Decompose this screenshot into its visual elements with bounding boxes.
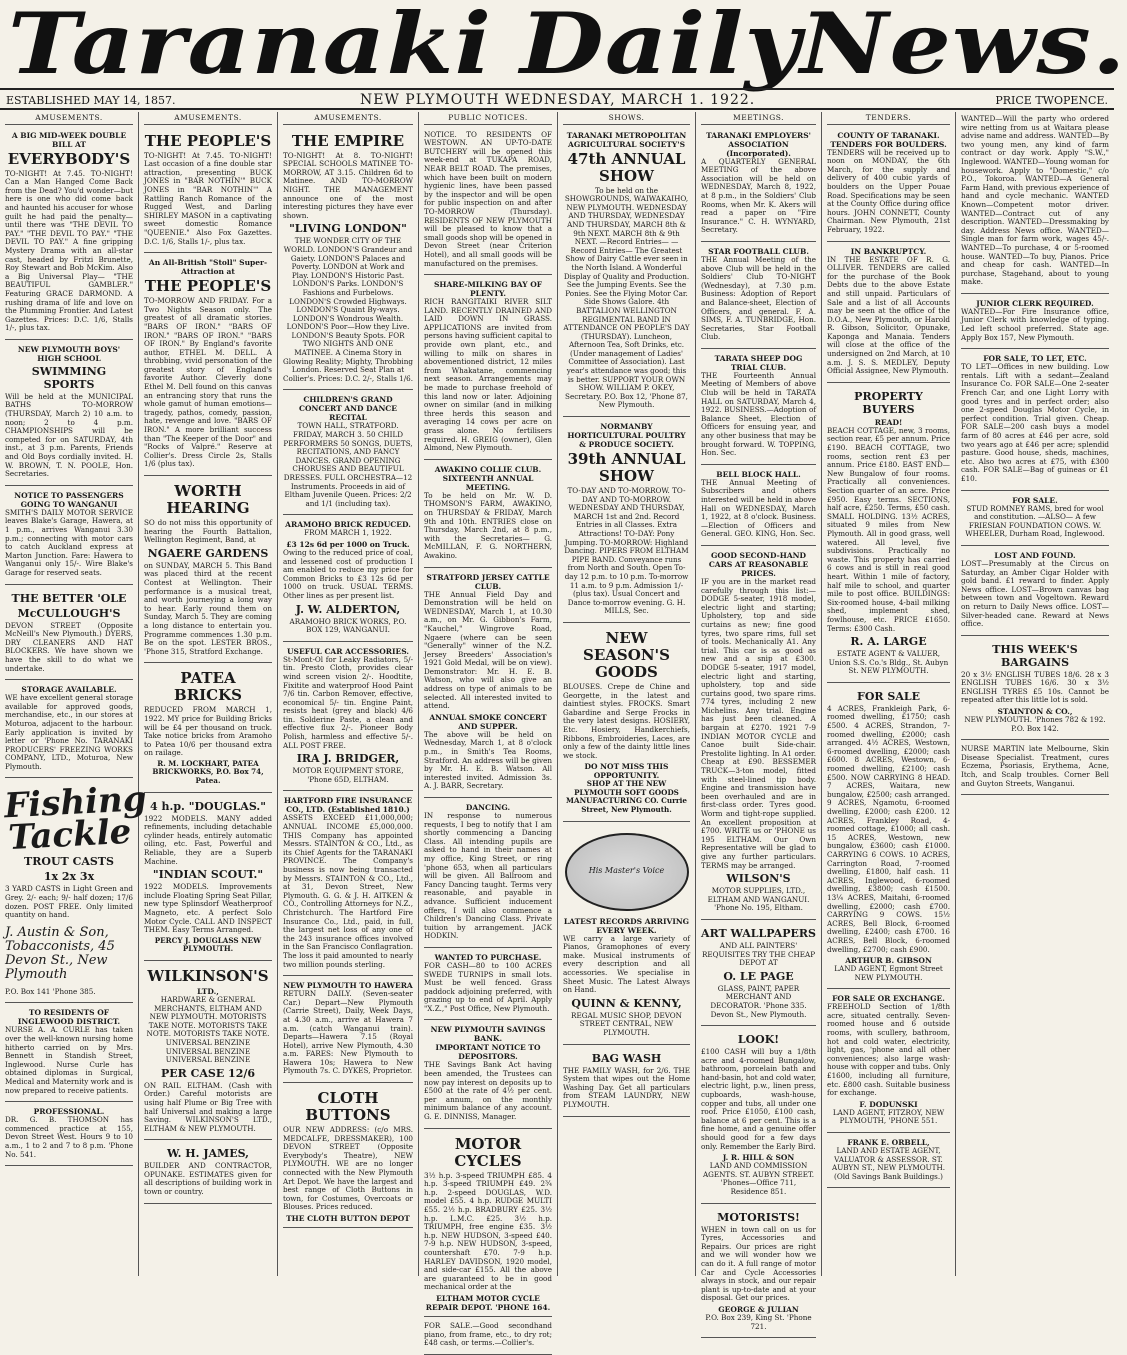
ad-body: FROM MARCH 1, 1922. [304, 528, 392, 538]
ad-signature: R. M. LOCKHART, PATEA BRICKWORKS, P.O. Box 74, Patea. [152, 758, 264, 786]
ad-title: STAR FOOTBALL CLUB. [708, 246, 809, 256]
column-7 [822, 112, 956, 1276]
ad-body: NURSE MARTIN late Melbourne, Skin Disease Specialist. Treatment, cures Eczema, Psoriasis, Erythema, Acne, Itch, and Scalp troubles. Corner Bell and Guyton Streets, Wanganui. [961, 744, 1109, 788]
ad-body: To be held on the SHOWGROUNDS, WAIWAKAIHO, NEW PLYMOUTH. WEDNESDAY AND THURSDAY, WEDNESDAY AND THURSDAY, MARCH 8th & 9th NEXT. MARCH 8th & 9th NEXT. —Record Entries— —Record Entries— The Greatest Show of Dairy Cattle ever seen in the North Island. A Wonderful Display of Quality and Production. See the Jumping Events. See the Ponies. See the Flying Motor Car. Side Shows Galore. 4th BATTALION WELLINGTON REGIMENTAL BAND IN ATTENDANCE ON PEOPLE'S DAY (THURSDAY). Luncheon, Afternoon Tea, Soft Drinks, etc. (Under management of Ladies' Committee of Association). Last year's attendance was good; this is better. SUPPORT YOUR OWN SHOW. WILLIAM P. OKEY, Secretary. P.O. Box 12, 'Phone 87, New Plymouth. [563, 185, 690, 410]
ad-wilkinsons [144, 963, 272, 1140]
ad-title: BAG WASH [591, 1051, 662, 1065]
ad-47th-annual-show [563, 128, 690, 417]
ad-title: TENDERS FOR BOULDERS. [830, 139, 947, 149]
ad-property-buyers [827, 385, 950, 683]
ad-title: THE BETTER 'OLE [11, 591, 127, 605]
ad-body: 1922 MODELS. MANY added refinements, including detachable cylinder heads, entirely automatic oiling, etc. Fast, Powerful and Reliable, they are a Superb Machine. [144, 813, 272, 866]
ad-title: TARATA SHEEP DOG TRIAL CLUB. [714, 353, 803, 372]
ad-body: ASSETS EXCEED £11,000,000; ANNUAL INCOME £5,000,000. THIS Company has appointed Messrs. STAINTON & CO., Ltd., as its Chief Agents for the TARANAKI PROVINCE. The Company's business is now being transacted by Messrs. STAINTON & CO., Ltd., at 31, Devon Street, New Plymouth. G. G. & J. H. AITKEN & CO., Controlling Attorneys for N.Z., Christchurch. The Hartford Fire Insurance Co., Ltd., paid, in full, the largest net loss of any one of the 243 insurance offices involved in the San Francisco Conflagration. The loss it paid amounted to nearly two million pounds sterling. [283, 813, 413, 969]
column-1 [0, 112, 148, 1276]
ad-hawera-service [283, 978, 413, 1083]
ad-body: The above will be held on Wednesday, March 1, at 8 o'clock p.m., in Smith's Tea Rooms, Stratford. An address will be given by Mr. H. E. B. Watson. All interested invited. Admission 3s. A. J. BARR, Secretary. [424, 729, 552, 791]
ad-body: 4 ACRES, Frankleigh Park, 6-roomed dwelling, £1750; cash £500. 4 ACRES, Strandon, 7-roomed dwelling, £2000; cash arranged. 4½ ACRES, Westown, 6-roomed dwelling, £2000; cash £600. 8 ACRES, Westown, 6-roomed dwelling, £2100; cash £500. NOW CARRYING 8 HEAD. 7 ACRES, Waitara, new bungalow, £2500; cash arranged. 9 ACRES, Ngamotu, 6-roomed dwelling, £2000; cash £200. 12 ACRES, Frankley Road, 4-roomed cottage, £1000; all cash. 15 ACRES, Westown, new bungalow, £3600; cash £1000. CARRYING 6 COWS. 10 ACRES, Carrington Road, 7-roomed dwelling, £1800, half cash. 11 ACRES, Inglewood, 6-roomed dwelling, £3800; cash £1500. 13¼ ACRES, Maitahi, 6-roomed dwelling, £2000; cash £700. CARRYING 9 COWS. 15½ ACRES, Bell Block, 6-roomed dwelling, £2400; cash £700. 16 ACRES, Bell Block, 6-roomed dwelling, £2700; cash £900. [827, 703, 950, 954]
ad-stud-rams [961, 493, 1109, 546]
ad-body: THE Annual Field Day and Demonstration will be held on WEDNESDAY, March 1, at 10.30 a.m., on Mr. G. Gibbon's Farm, "Kauchel," Wingrove Road, Ngaere (where can be seen "Generally" winner of the N.Z. Jersey Breeders' Association's 1921 Gold Medal, will be on view). Demonstrator: Mr. H. E. B. Watson, who will also give an address on type of animals to be selected. All interested invited to attend. [424, 589, 552, 711]
ad-title: PROFESSIONAL. [33, 1107, 105, 1117]
ad-body: FREEHOLD Section of 1/8th acre, situated centrally. Seven-roomed house and 6 outside rooms, with scullery, bathroom, hot and cold water, electricity, light, gas, 'phone and all other conveniences; also large wash-house with copper and tubs. Only £1600, including all furniture, etc. £800 cash. Suitable business for exchange. [827, 1002, 950, 1098]
ad-douglas-indian [144, 795, 272, 961]
ad-title: THE EMPIRE [291, 131, 405, 150]
established-date: ESTABLISHED MAY 14, 1857. [6, 94, 176, 107]
ad-title: MOTOR CYCLES [454, 1134, 522, 1170]
ad-body: GLASS, PAINT, PAPER MERCHANT AND DECORATOR. 'Phone 335. Devon St., New Plymouth. [710, 983, 807, 1019]
ad-body: on SUNDAY, MARCH 5. This Band was placed third at the recent Contest at Wellington. Their performance is a musical treat, and worth journeying a long way to hear. Early round them on Sunday, March 5. They are coming a long distance to entertain you. Programme commences 1.30 p.m. Be on the spot. LESTER BROS., 'Phone 315, Stratford Exchange. [144, 560, 272, 656]
ad-body: THE Fourteenth Annual Meeting of Members of above Club will be held in TARATA HALL on SATURDAY, March 4, 1922. BUSINESS.—Adoption of Balance Sheet, Election of Officers for ensuing year, and any other business that may be brought forward. W. TOPPING, Hon. Sec. [701, 370, 816, 458]
ad-body: BLOUSES. Crepe de Chine and Georgette, in the latest and daintiest styles. FROCKS. Smart Gabardine and Serge Frocks in the very latest designs. HOSIERY, Etc. Hosiery, Handkerchiefs, Ribbons, Embroideries, Laces, are only a few of the dainty little lines we stock. [563, 681, 690, 760]
ad-fishing-tackle [3, 779, 148, 1003]
ad-lost-found [961, 548, 1109, 636]
ad-motorists [701, 1206, 816, 1339]
ad-professional [5, 1104, 133, 1166]
ad-title: IN BANKRUPTCY. [850, 246, 927, 256]
ad-subtitle: WILSON'S [726, 872, 791, 886]
ad-title: FOR SALE, TO LET, ETC. [983, 354, 1087, 364]
ad-body: REGAL MUSIC SHOP, DEVON STREET CENTRAL, NEW PLYMOUTH. [571, 1010, 682, 1037]
ad-inglewood-nurse [5, 1005, 133, 1102]
ad-title: HARTFORD FIRE INSURANCE CO., LTD. (Established 1810.) [283, 796, 413, 815]
ad-title: NEW SEASON'S GOODS [583, 628, 670, 681]
column-header: TENDERS. [827, 112, 950, 125]
ad-title: PATEA BRICKS [174, 669, 242, 705]
ad-title: FOR SALE [857, 689, 920, 703]
ad-body: THE FAMILY WASH, for 2/6. THE System that wipes out the Home Washing Day. Get all particulars from STEAM LAUNDRY, NEW PLYMOUTH. [563, 1065, 690, 1109]
ad-body: MOTOR SUPPLIES, LTD., ELTHAM AND WANGANUI. 'Phone No. 195, Eltham. [707, 886, 810, 913]
ad-sale-exchange [827, 991, 950, 1133]
ad-title: LOOK! [737, 1033, 780, 1047]
dateline-bar [0, 88, 1114, 110]
ad-orbell [827, 1135, 950, 1188]
ad-body: IN THE ESTATE OF R. G. OLLIVER. TENDERS are called for the purchase of the Book Debts due to the above Estate and still unpaid. Particulars of Sale and a list of all Accounts may be seen at the office of the D.O.A., New Plymouth, or Harold R. Gibson, Solicitor, Opunake, Kaponga and Manaia. Tenders will close at the office of the undersigned on 2nd March, at 10 a.m. J. S. S. MEDLEY, Deputy Official Assignee, New Plymouth. [827, 254, 950, 376]
ad-body: Owing to the reduced price of coal, and lessened cost of production I am enabled to reduce my price for Common Bricks to £3 12s 6d per 1000 on truck. USUAL TERMS. Other lines as per present list. [283, 547, 413, 600]
ad-bankruptcy [827, 244, 950, 383]
ad-title: STRATFORD JERSEY CATTLE CLUB. [426, 572, 550, 591]
ad-body: TOWN HALL, STRATFORD. FRIDAY, MARCH 3. 50 CHILD PERFORMERS 50 SONGS, DUETS, RECITATIONS, AND FANCY DANCES. GRAND OPENING CHORUSES AND BEAUTIFUL DRESSES. FULL ORCHESTRA—12 Instruments. Proceeds in aid of Eltham Juvenile Queen. Prices: 2/2 and 1/1 (including tax). [283, 421, 413, 508]
ad-title: NEW PLYMOUTH TO HAWERA [283, 981, 413, 991]
ad-body: HARDWARE & GENERAL MERCHANTS, ELTHAM AND NEW PLYMOUTH. MOTORISTS TAKE NOTE. MOTORISTS TAKE NOTE. MOTORISTS TAKE NOTE. UNIVERSAL BENZINE UNIVERSAL BENZINE UNIVERSAL BENZINE [146, 994, 270, 1065]
ad-pretitle: A BIG MID-WEEK DOUBLE BILL AT [11, 130, 127, 149]
ad-title: 4 h.p. "DOUGLAS." [150, 799, 266, 813]
ad-body: LOST—Presumably at the Circus on Saturday, an Amber Cigar Holder with gold band. £1 reward to finder. Apply News office. LOST—Brown canvas bag between town and Vogeltown. Reward on return to Daily News office. LOST—Silver-headed cane. Reward at News office. [961, 558, 1109, 629]
masthead-word-taranaki: Taranaki [8, 0, 493, 93]
ad-title: NEW PLYMOUTH SAVINGS BANK. [430, 1025, 546, 1044]
ad-body: WHEN in town call on us for Tyres, Accessories and Repairs. Our prices are right and we will wonder how we can do it. A full range of motor Car and Cycle Accessories always in stock, and our repair plant is up-to-date and at your disposal. Get our prices. [701, 1224, 816, 1303]
ad-body: SHOP AT THE NEW PLYMOUTH SOFT GOODS MANUFACTURING CO. Currie Street, New Plymouth. [566, 779, 687, 815]
ad-signature: PERCY J. DOUGLASS NEW PLYMOUTH. [154, 935, 262, 954]
ad-savings-bank [424, 1022, 552, 1128]
issue-dateline: NEW PLYMOUTH WEDNESDAY, MARCH 1. 1922. [360, 92, 756, 108]
ad-title: ART WALLPAPERS [701, 926, 816, 940]
ad-body: 1922 MODELS. Improvements include Floating Spring Seat Pillar, new type Splinsdorf Weatherproof Magneto, etc. A perfect Solo Motor Cycle. CALL AND INSPECT THEM. Easy Terms Arranged. [144, 882, 272, 935]
ad-body: OUR NEW ADDRESS: (c/o MRS. MEDCALFE, DRESSMAKER), 100 DEVON STREET (Opposite Everybody's Theatre), NEW PLYMOUTH. WE are no longer connected with the New Plymouth Art Depot. We have the largest and best range of Cloth Buttons in town, for Costumes, Overcoats or Blouses. Prices reduced. [283, 1125, 413, 1212]
ad-subtitle: QUINN & KENNY, [571, 996, 682, 1010]
ad-contact: P.O. Box 141 'Phone 385. [5, 986, 96, 996]
ad-title: JUNIOR CLERK REQUIRED. [976, 298, 1094, 308]
ad-jersey-cattle [424, 570, 552, 798]
ad-price: PER CASE 12/6 [160, 1066, 256, 1080]
ad-body: THE Annual Meeting of the above Club will be held in the Soldiers' Club TO-NIGHT (Wednesday), at 7.30 p.m. Business: Adoption of Report and Balance-sheet, Election of Officers, and general. F. A. SIMS, F. A. TUNBRIDGE, Hon. Secretaries, Star Football Club. [701, 254, 816, 342]
ad-westown-butchery [424, 128, 552, 276]
ad-body: REDUCED FROM MARCH 1, 1922. MY price for Building Bricks will be £4 per thousand on truck. Take notice bricks from Aramoho to Patea 10/6 per thousand extra on railage. [144, 705, 272, 758]
ad-subtitle: IRA J. BRIDGER, [296, 752, 400, 766]
ad-subtitle: GEORGE & JULIAN [718, 1304, 799, 1314]
ad-body: MOTOR EQUIPMENT STORE, 'Phone 65D, ELTHAM. [292, 766, 404, 784]
ad-body: To be held on Mr. W. D. THOMSON'S FARM, AWAKINO, on THURSDAY & FRIDAY, March 9th and 10th. ENTRIES close on Thursday, March 2nd, at 8 p.m., with the Secretaries— G. McMILLAN, F. G. NORTHERN, Awakino. [424, 490, 552, 560]
ad-body: DEVON STREET (Opposite McNeill's New Plymouth.) DYERS, DRY CLEANERS AND HAT BLOCKERS. We have shown we have the skill to do what we undertake. [5, 620, 133, 673]
ad-bargains [961, 638, 1109, 741]
ad-body: BUILDER AND CONTRACTOR, OPUNAKE. ESTIMATES given for all descriptions of building work in town or country. [144, 1161, 272, 1197]
ad-piano-sale [424, 1319, 552, 1355]
ad-empire [283, 128, 413, 391]
ad-title: TROUT CASTS [24, 855, 114, 869]
newspaper-columns [0, 112, 1114, 1348]
column-header: AMUSEMENTS. [283, 112, 413, 125]
ad-agent-name: R. A. LARGE [850, 635, 927, 649]
ad-awakino-collie [424, 462, 552, 568]
column-header: AMUSEMENTS. [144, 112, 272, 125]
ad-body: THE Annual Meeting of Subscribers and others interested will be held in above Hall on WEDNESDAY, March 1, 1922, at 8 o'clock. Business.—Election of Officers and General. GEO. KING, Hon. Sec. [701, 477, 816, 539]
ad-childrens-concert [283, 392, 413, 515]
ad-footer: ELTHAM MOTOR CYCLE REPAIR DEPOT. 'PHONE 164. [425, 1293, 551, 1312]
ad-body: TO-NIGHT! At 7.45. TO-NIGHT! Can a Man Hanged Come Back from the Dead? You'd wonder—but here is one who did come back and haunted his accuser for whose guilt he had paid the penalty—until there was "THE DEVIL TO PAY." "THE DEVIL TO PAY." "THE DEVIL TO PAY." A fine gripping Mystery Drama with an all-star cast, headed by Fritzi Brunette, Roy Stewart and Bob McKim. Also a Big Universal Play— "THE BEAUTIFUL GAMBLER." Featuring GRACE DARMOND. A rushing drama of life and love on the Plumming Frontier. And Latest Gazettes. Prices: D.C. 1/6, Stalls 1/-, plus tax. [5, 168, 133, 333]
ad-title: WORTH HEARING [166, 482, 250, 517]
ad-body: 3 YARD CASTS in Light Green and Grey. 2/- each; 9/- half dozen; 17/6 dozen. POST FREE. Only limited quantity on hand. [5, 884, 133, 920]
logo-text: His Master's Voice [588, 866, 665, 876]
ad-title: THE PEOPLE'S [144, 131, 272, 150]
ad-subtitle: J. R. HILL & SON [722, 1153, 795, 1163]
ad-peoples-tonight [144, 128, 272, 254]
ad-subtitle: "LIVING LONDON" [289, 222, 407, 236]
ad-subtitle: STAINTON & CO., [997, 707, 1073, 717]
ad-title: NOTICE TO PASSENGERS GOING TO WANGANUI [14, 490, 124, 509]
ad-body: ON RAIL ELTHAM. (Cash with Order.) Careful motorists are using half Plume or Big Tree with half Universal and making a large Saving. WILKINSON'S LTD., ELTHAM & NEW PLYMOUTH. [144, 1080, 272, 1133]
ad-body: RETURN DAILY. (Seven-seater Car.) Depart—New Plymouth (Carrie Street), Daily, Week Days, at 4.30 a.m., arrive at Hawera 7 a.m. (catch Wanganui train). Departs—Hawera 7.15 (Royal Hotel), arrive New Plymouth, 4.30 a.m. FARES: New Plymouth to Hawera 10s; Hawera to New Plymouth 7s. C. DYKES, Proprietor. [283, 989, 413, 1076]
ad-title: SHARE-MILKING BAY OF PLENTY. [433, 280, 543, 299]
column-8 [956, 112, 1114, 1276]
ad-subtitle: O. LE PAGE [723, 969, 794, 983]
ad-body: SO do not miss this opportunity of hearing the Fourth Battalion, Wellington Regiment, Band, at [144, 518, 272, 545]
ad-title: LOST AND FOUND. [994, 550, 1076, 560]
ad-storage [5, 682, 133, 778]
ad-agent-name: F. DODUNSKI [859, 1099, 918, 1109]
column-header: SHOWS. [563, 112, 690, 125]
ad-body: DR. G. B. THOMSON has commenced practice at 155, Devon Street West. Hours 9 to 10 a.m., 1 to 2 and 7 to 8 p.m. 'Phone No. 541. [5, 1115, 133, 1159]
ad-body: A QUARTERLY GENERAL MEETING of the above Association will be held on WEDNESDAY, March 8, 1922, at 8 p.m., in the Soldiers' Club Rooms, when Mr. K. Akers will read a paper on "Fire Insurance." C. H. WYNYARD, Secretary. [701, 156, 816, 235]
ad-body: FOR CASH—80 to 100 ACRES SWEDE TURNIPS in small lots. Must be well fenced. Grass paddock adjoining preferred, with grazing up to end of April. Apply "X.Z.," Post Office, New Plymouth. [424, 960, 552, 1013]
ad-title: PROPERTY BUYERS [854, 389, 923, 416]
ad-tarata-sheep-dog [701, 351, 816, 465]
ad-body: TO-DAY AND TO-MORROW. TO-DAY AND TO-MORROW. WEDNESDAY AND THURSDAY, MARCH 1st and 2nd. Record Entries in all Classes. Extra Attractions! TO-DAY: Pony Jumping. TO-MORROW: Highland Dancing. PIPERS FROM ELTHAM PIPE BAND. Conveyance runs from North and South. Open To-day 12 p.m. to 10 p.m. To-morrow 11 a.m. to 9 p.m. Admission 1/- (plus tax). Usual Concert and Dance to-morrow evening. G. H. MILLS, Sec. [564, 486, 689, 616]
ad-subtitle: J. W. ALDERTON, [295, 602, 401, 616]
ad-body: £100 CASH will buy a 1/8th acre and 4-roomed Bungalow, bathroom, porcelain bath and hand-basin, hot and cold water, electric light, p.w., linen press, cupboards, wash-house, copper and tubs, all under one roof. Price £1050, £100 cash, balance at 6 per cent. This is a fine home, and a genuine offer should good for a few days only. Remember the Early Bird. [701, 1047, 816, 1151]
ad-body: LAND AGENT, FITZROY, NEW PLYMOUTH, 'PHONE 551. [832, 1107, 945, 1126]
handwritten-signature: J. Austin & Son, Tobacconists, 45 Devon St., New Plymouth [5, 924, 115, 982]
ad-title: AWAKINO COLLIE CLUB. [434, 464, 542, 474]
ad-body: WANTED—For Fire Insurance office, Junior Clerk with knowledge of typing. Led left school preferred. State age. Apply Box 157, New Plymouth. [961, 306, 1109, 342]
ad-body: WE carry a large variety of Pianos, Gramophones of every make. Musical instruments of every description and all accessories. We specialise in Sheet Music. The Latest Always on Hand. [563, 933, 690, 995]
column-header: AMUSEMENTS. [5, 112, 133, 125]
ad-body: TENDERS will be received up to noon on MONDAY, the 6th March, for the supply and delivery of 400 cubic yards of boulders on the Upper Pouae Road. Specifications may be seen at the County Office during office hours. JOHN CONNETT, County Chairman. New Plymouth, 21st February, 1922. [827, 147, 950, 234]
ad-body: TO-NIGHT! At 8. TO-NIGHT! SPECIAL SCHOOLS MATINEE TO-MORROW, AT 3.15. Children 6d to Matinee. AND TO-MORROW NIGHT. THE MANAGEMENT announce one of the most interesting pictures they have ever shown. [283, 150, 413, 220]
ad-body: NEW PLYMOUTH. 'Phones 782 & 192. P.O. Box 142. [964, 715, 1106, 733]
ad-body: NOTICE. TO RESIDENTS OF WESTOWN. AN UP-TO-DATE BUTCHERY will be opened this week-end at TUKAPA ROAD, NEAR BELT ROAD. The premises, which have been built on modern hygienic lines, have been passed by the inspector and will be open for public inspection on and after TO-MORROW (Thursday). RESIDENTS OF NEW PLYMOUTH will be pleased to know that a small goods shop will be opened in Devon Street (near Criterion Hotel), and all small goods will be manufactured on the premises. [424, 129, 552, 268]
ad-patea-bricks [144, 665, 272, 792]
ad-title: W. H. JAMES, [166, 1147, 250, 1161]
ad-body: BEACH COTTAGE, new, 3 rooms, section rear, £5 per annum. Price £190. BEACH COTTAGE, two rooms, section rent £3 per annum. Price £180. EAST END—New Bungalow of four rooms. Practically all conveniences. Section quarter of an acre. Price £950. Easy terms. SECTIONS, half acre, £250. Terms, £50 cash. SMALL HOLDING. 13½ ACRES, situated 9 miles from New Plymouth. All in good grass, well watered. All level, five subdivisions. Practically no waste. This property has carried 6 cows and is still in real good heart. Within 1 mile of factory, half mile to school, and quarter mile to post office. BUILDINGS: Six-roomed house, 4-bail milking shed, implement shed, fowlhouse, etc. PRICE £1650. Terms: £300 Cash. [827, 425, 950, 633]
ad-bell-block-hall [701, 467, 816, 546]
ad-body: LAND AND COMMISSION AGENTS. ST. AUBYN STREET. 'Phones—Office 711, Residence 851. [702, 1161, 815, 1196]
ad-body: 20 x 3½ ENGLISH TUBES 18/6. 28 x 3 ENGLISH TUBES 16/6. 30 x 3½ ENGLISH TYRES £5 10s. Cannot be repeated after this little lot is sold. [961, 669, 1109, 705]
ad-body: THE Savings Bank Act having been amended, the Trustees can now pay interest on deposits up to £500 at the rate of 4½ per cent. per annum, on the monthly minimum balance of any account. G. E. DINNISS, Manager. [424, 1060, 552, 1122]
ad-body: P.O. Box 239, King St. 'Phone 721. [705, 1312, 812, 1331]
ad-title: SWIMMING SPORTS [31, 364, 107, 391]
ad-pretitle: TARANAKI METROPOLITAN AGRICULTURAL SOCIETY'S [566, 130, 687, 149]
ad-title: BELL BLOCK HALL. [716, 469, 801, 479]
ad-art-wallpapers [701, 922, 816, 1026]
ad-title: USEFUL CAR ACCESSORIES. [287, 646, 409, 656]
ad-tenders-boulders [827, 128, 950, 242]
ad-body: IF you are in the market read carefully through this list:— DODGE 5-seater, 1918 model, electric light and starting; Upholstery, top and side curtains as new; fine good tyres, two spare rims, full set of tools. Mechanically A1. Any trial. This car is as good as new and a snip at £300. DODGE 5-seater, 1917 model, electric light and starting, upholstery, top and side curtains good, two spare rims. 774 tyres, including 2 new Michelins. Any trial. Engine has just been cleaned. A bargain at £270. 1921 7-9 INDIAN MOTOR CYCLE and Canoe built Side-chair. Prestolite lighting. In A1 order. Cheap at £90. BESSEMER TRUCK—3-ton model, fitted with steel-lined tip body. Engine and transmission have been overhauled and are in first-class order. Tyres good. Worm and tight-rope supplied. An excellent proposition at £700. WRITE us or 'PHONE us 195 ELTHAM. Our Own Representative will be glad to give any further particulars. TERMS may be arranged. [701, 576, 816, 870]
ad-star-football [701, 244, 816, 349]
ad-share-milking [424, 277, 552, 460]
ad-subtitle: "INDIAN SCOUT." [152, 868, 264, 882]
ad-dancing [424, 800, 552, 948]
ad-subtitle: DO NOT MISS THIS OPPORTUNITY. [584, 762, 669, 781]
ad-body: LAND AGENT, Egmont Street NEW PLYMOUTH. [834, 964, 943, 982]
ad-title: FOR SALE. [1012, 495, 1058, 505]
column-header: PUBLIC NOTICES. [424, 112, 552, 125]
column-5 [558, 112, 696, 1276]
ad-title: GOOD SECOND-HAND CARS AT REASONABLE PRICES. [708, 550, 809, 578]
ad-quinn-kenny [563, 824, 690, 1045]
ad-nurse-martin [961, 742, 1109, 795]
ad-title: TO RESIDENTS OF INGLEWOOD DISTRICT. [17, 1008, 121, 1027]
ad-body: TO-MORROW AND FRIDAY. For a Two Nights Season only. The greatest of all dramatic stories. "BARS OF IRON." "BARS OF IRON." "BARS OF IRON." "BARS OF IRON." By England's favorite author, ETHEL M. DELL. A throbbing, vivid personation of the greatest story of England's favorite Author. Cleverly done Ethel M. Dell found on this canvas an entrancing story that runs the whole gamut of human emotions—tragedy, pathos, comedy, passion, hate, revenge and love. "BARS OF IRON." A more brilliant success than "The Keeper of the Door" and "Rocks of Valpré." Reserve at Collier's. Dress Circle 2s, Stalls 1/6 (plus tax). [144, 296, 272, 469]
ad-cloth-buttons [283, 1085, 413, 1228]
ad-body: St-Mont-Ol for Leaky Radiators, 5/- tin. Presto Cloth, provides clear wind screen vision 2/-. Hoodtite, Fixitite and waterproof Hood Paint 7/6 tin. Carbon Remover, effective, economical 5/- tin. Engine Paint, resists heat (grey and black) 4/6 tin. Solderine Paste, a clean and effective flux 2/-. Pioneer Body Polish, harmless and effective 5/-. ALL POST FREE. [283, 654, 413, 750]
issue-price: PRICE TWOPENCE. [995, 94, 1108, 107]
ad-body: ARAMOHO BRICK WORKS, P.O. BOX 129, WANGANUI. [289, 616, 407, 635]
ad-wanganui-motor [5, 488, 133, 585]
ad-car-accessories [283, 644, 413, 792]
ad-pretitle: NORMANBY HORTICULTURAL POULTRY & PRODUCE SOCIETY. [567, 422, 686, 450]
ad-agent-name: ARTHUR B. GIBSON [845, 956, 932, 966]
ad-subtitle: NGAERE GARDENS [147, 546, 269, 560]
ad-hartford-insurance [283, 793, 413, 976]
ad-body: FOR SALE.—Good secondhand piano, from frame, etc., to dry rot; £48 cash, or terms.—Collier's. [424, 1320, 552, 1348]
ad-wanted-classifieds [961, 112, 1109, 294]
ad-wanted-purchase [424, 950, 552, 1021]
ad-title: 39th ANNUAL SHOW [567, 450, 686, 486]
ad-wh-james [144, 1142, 272, 1203]
column-2 [139, 112, 278, 1276]
ad-employers-association [701, 128, 816, 242]
ad-title: STORAGE AVAILABLE. [21, 685, 117, 695]
ad-look-bungalow [701, 1028, 816, 1204]
ad-title: LATEST RECORDS ARRIVING EVERY WEEK. [563, 916, 690, 935]
ad-body: THE WONDER CITY OF THE WORLD. LONDON'S Grandeur and Gaiety. LONDON'S Palaces and Poverty. LONDON at Work and Play. LONDON'S Historic Past. LONDON'S Parks. LONDON'S Fashions and Furbelows. LONDON'S Crowded Highways. LONDON'S Quaint By-ways. LONDON'S Wondrous Wealth. LONDON'S Poor—How they Live. LONDON'S Beauty Spots. FOR TWO NIGHTS AND ONE MATINEE. A Cinema Story in Glowing Reality; Mighty, Throbbing London. Reserved Seat Plan at Collier's. Prices: D.C. 2/-, Stalls 1/6. [283, 236, 414, 383]
ad-pretitle: COUNTY OF TARANAKI. [837, 130, 940, 140]
ad-motor-cycles [424, 1131, 552, 1317]
ad-swimming-sports [5, 342, 133, 486]
ad-title: THE PEOPLE'S [144, 277, 272, 296]
ad-body: STUD ROMNEY RAMS, bred for wool and constitution. —ALSO— A few FRIESIAN FOUNDATION COWS. W. WHEELER, Durham Road, Inglewood. [965, 503, 1105, 539]
ad-pretitle: NEW PLYMOUTH BOYS' HIGH SCHOOL [17, 344, 121, 363]
ad-everybodys [5, 128, 133, 340]
ad-body: LAND AND ESTATE AGENT, VALUATOR & ASSESSOR. ST. AUBYN ST., NEW PLYMOUTH. (Old Savings Bank Buildings.) [832, 1146, 945, 1181]
fishing-tackle-logo: Fishing Tackle [3, 779, 148, 859]
ad-body: TO LET—Offices in new building. Low rentals. Lift with a sedant—Zealand Insurance Co. FOR SALE—One 2-seater French Car, and one Light Lorry with good tyres and in perfect order; also one 2-speed Douglas Motor Cycle, in perfect condition. Trial given. Cheap. FOR SALE—200 cash buys a model farm of 80 acres at £46 per acre, sold two years ago at £46 per acre; splendid pasture. Good house, sheds, machines, etc. Also two acres at £75, with £300 cash. FOR SALE—Bag of guineas or £1 £10. [961, 362, 1109, 483]
ad-aramoho-brick [283, 517, 413, 641]
ad-body: WE have excellent general storage available for approved goods, merchandise, etc., in our stores at Moturoa, adjacent to the harbour. Early application is invited by letter or 'Phone No. TARANAKI PRODUCERS' FREEZING WORKS COMPANY, LTD., Moturoa, New Plymouth. [5, 693, 133, 771]
ad-pretitle: An All-British "Stoll" Super-Attraction at [148, 258, 268, 277]
ad-for-sale-to-let [961, 351, 1109, 490]
ad-subtitle: READ! [874, 417, 903, 427]
ad-second-hand-cars [701, 548, 816, 920]
ad-title: MOTORISTS! [717, 1210, 800, 1224]
column-3 [278, 112, 419, 1276]
ad-title: THIS WEEK'S BARGAINS [992, 642, 1078, 669]
ad-peoples-bars-of-iron [144, 255, 272, 476]
ad-new-season-goods [563, 625, 690, 822]
ad-body: ESTATE AGENT & VALUER, Union S.S. Co.'s Bldg., St. Aubyn St. NEW PLYMOUTH. [828, 649, 949, 676]
ad-title: ARAMOHO BRICK REDUCED. [285, 520, 411, 530]
ad-body: Will be held at the MUNICIPAL BATHS TO-MORROW (THURSDAY, March 2) 10 a.m. to noon; 2 to 4 p.m. CHAMPIONSHIPS will be competed for on SATURDAY, 4th inst., at 3 p.m. Parents, Friends and Old Boys cordially invited. H. W. BROWN, T. N. POOLE, Hon. Secretaries. [5, 391, 133, 479]
column-4 [419, 112, 558, 1348]
ad-title: CHILDREN'S GRAND CONCERT AND DANCE RECITAL [299, 395, 397, 423]
ad-mccullough [5, 587, 133, 681]
ad-title: DANCING. [465, 803, 511, 812]
ad-body: SMITH'S DAILY MOTOR SERVICE leaves Blake's Garage, Hawera, at 1 p.m., arrives Wanganui 3.30 p.m.; connecting with motor cars to catch Auckland express at Marton Junction. Fare: Hawera to Wanganui only 15/-. Wire Blake's Garage for reserved seats. [5, 507, 133, 577]
ad-footer: THE CLOTH BUTTON DEPOT [286, 1214, 410, 1223]
ad-body: IN response to numerous requests, I beg to notify that I am shortly commencing a Dancing Class. All intending pupils are asked to hand in their names at my office, King Street, or ring 'phone 653, when all particulars will be given. All Ballroom and Fancy Dancing taught. Terms very reasonable, and payable in advance. Sufficient inducement offers, I will also commence a Children's Dancing Class. Private tuition by arrangement. JACK HODKIN. [424, 811, 552, 941]
ad-title: CLOTH BUTTONS [305, 1089, 391, 1125]
ad-subtitle: ANNUAL SMOKE CONCERT AND SUPPER. [429, 712, 547, 731]
ad-body: AND ALL PAINTERS' REQUISITES TRY THE CHEAP DEPOT AT [701, 940, 816, 968]
column-6 [696, 112, 822, 1331]
ad-subtitle: SIXTEENTH ANNUAL MEETING. [442, 473, 534, 492]
masthead-word-news: News. [800, 0, 1127, 93]
masthead-word-daily: Daily [520, 0, 802, 93]
column-header: MEETINGS. [701, 112, 816, 125]
his-masters-voice-logo [565, 833, 689, 911]
ad-body: NURSE A. A. CURLE has taken over the well-known nursing home hitherto carried on by Mrs. Bennett in Standish Street, Inglewood. Nurse Curle has obtained diplomas in Surgical, Medical and Maternity work and is now prepared to receive patients. [5, 1025, 133, 1095]
ad-subtitle: LTD., [197, 986, 219, 996]
ad-title: FRANK E. ORBELL, [847, 1138, 930, 1147]
ad-worth-hearing [144, 478, 272, 663]
ad-39th-annual-show [563, 419, 690, 623]
ad-bag-wash [563, 1047, 690, 1117]
ad-title: 47th ANNUAL SHOW [567, 149, 686, 185]
ad-subtitle: McCULLOUGH'S [17, 606, 121, 620]
masthead [0, 0, 1127, 93]
ad-title: WILKINSON'S [147, 966, 269, 985]
ad-body: RICH RANGITAIKI RIVER SILT LAND. RECENTLY DRAINED AND LAID DOWN IN GRASS. APPLICATIONS are invited from persons having sufficient capital to provide own plant, etc., and willing to milk on shares in abovementioned district, 12 miles from Whakatane, commencing next season. Arrangements may be made to purchase freehold of this land now or later. Adjoining owner on similar (and in milking three herds this season and averaging 14 cows per acre on grass alone. No fertilisers required. H. GREIG (owner), Glen Almond, New Plymouth. [424, 297, 552, 453]
ad-title: TARANAKI EMPLOYERS' ASSOCIATION (Incorporated). [706, 130, 811, 158]
ad-title: WANTED TO PURCHASE. [434, 952, 542, 962]
ad-for-sale-acres [827, 685, 950, 989]
ad-body: WANTED—Will the party who ordered wire netting from us at Waitara please advise name and address. WANTED—By two young men, any kind of farm contract or day work. Apply "S.W.," Inglewood. WANTED—Young woman for housework. Apply to "Domestic," c/o P.O., Tokoroa. WANTED—A General Farm Hand, with previous experience of hand and cycle mechanic. WANTED Known—Competent motor driver. WANTED—Contract cut of any description. WANTED—Dressmaking by day. Address News office. WANTED—Single man for farm work, wages 45/-. WANTED—To purchase, 4 or 5-roomed house. WANTED—To buy, Pianos. Price and cheap for cash. WANTED—In purchase, Stagehand, about to young make. [961, 114, 1109, 287]
ad-junior-clerk [961, 296, 1109, 349]
ad-body: 3½ h.p. 3-speed TRIUMPH £85. 4 h.p. 3-speed TRIUMPH £49. 2¾ h.p. 2-speed DOUGLAS, W.D. model £55. 4 h.p. RUDGE MULTI £55. 2½ h.p. BRADBURY £25. 3½ h.p. L.M.C. £25. 3½ h.p. TRIUMPH, free engine £35. 3½ h.p. NEW HUDSON, 3-speed £40. 7-9 h.p. NEW HUDSON, 3-speed, countershaft £70. 7-9 h.p. HARLEY DAVIDSON, 1920 model, and side-car £155. All the above are guaranteed to be in good mechanical order at the [424, 1170, 552, 1292]
ad-title: FOR SALE OR EXCHANGE. [832, 994, 945, 1004]
ad-sizes: 1x 2x 3x [43, 870, 95, 884]
ad-body: TO-NIGHT! At 7.45. TO-NIGHT! Last occasion of a fine double star attraction, presenting BUCK JONES in "BAR NOTHIN'" BUCK JONES in "BAR NOTHIN'" A Rattling Ranch Romance of the Rugged West, and Darling SHIRLEY MASON in a captivating sweet domestic Romance "QUEENIE." Also Fox Gazettes. D.C. 1/6, Stalls 1/-, plus tax. [144, 150, 272, 246]
ad-price: £3 12s 6d per 1000 on Truck. [286, 539, 410, 549]
ad-subtitle: IMPORTANT NOTICE TO DEPOSITORS. [435, 1043, 541, 1062]
ad-title: EVERYBODY'S [7, 149, 131, 168]
